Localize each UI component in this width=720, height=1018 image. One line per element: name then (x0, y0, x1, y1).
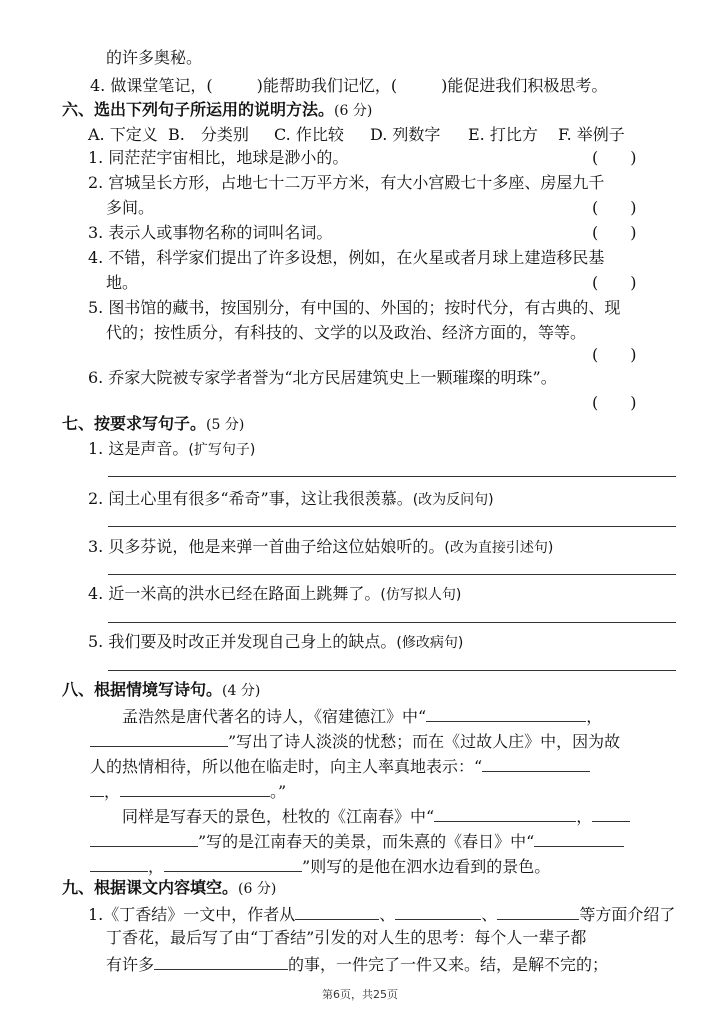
section-6-title: 六、选出下列句子所运用的说明方法。 (62, 100, 335, 119)
s8-para2-line2 (90, 828, 624, 852)
s7-item-5-note: (修改病句) (396, 635, 464, 651)
section-8-heading (62, 678, 260, 702)
poem-blank[interactable] (534, 828, 624, 847)
s7-item-5-text: 5. 我们要及时改正并发现自己身上的缺点。 (88, 632, 397, 651)
s6-item-3: 3. 表示人或事物名称的词叫名词。 (88, 223, 333, 242)
s9-text: 等方面介绍了 (579, 905, 676, 924)
q4-part-a: 4. 做课堂笔记，( (90, 76, 213, 95)
s8-text: ”写的是江南春天的美景，而朱熹的《春日》中“ (198, 832, 535, 851)
s6-item-5: 5. 图书馆的藏书，按国别分，有中国的、外国的；按时代分，有古典的、现 (88, 298, 621, 317)
s8-para2-line1 (122, 803, 630, 827)
answer-paren[interactable]: ( ) (592, 393, 637, 412)
s9-item-1-line2: 丁香花，最后写了由“丁香结”引发的对人生的思考：每个人一辈子都 (106, 928, 587, 947)
q4-part-c: )能促进我们积极思考。 (441, 76, 608, 95)
q4-part-b: )能帮助我们记忆，( (256, 76, 398, 95)
s8-para1-line3 (90, 753, 590, 777)
answer-line[interactable] (108, 476, 676, 477)
section-7-points: (5 分) (206, 417, 245, 433)
s7-item-4-text: 4. 近一米高的洪水已经在路面上跳舞了。 (88, 584, 381, 603)
answer-line[interactable] (108, 574, 676, 575)
s6-item-4: 4. 不错，科学家们提出了许多设想，例如，在火星或者月球上建造移民基 (88, 248, 605, 267)
s6-item-2-cont: 多间。 (106, 198, 155, 217)
s8-text: 同样是写春天的景色，杜牧的《江南春》中“ (122, 807, 435, 826)
answer-paren[interactable]: ( ) (592, 198, 637, 217)
s7-item-1-text: 1. 这是声音。 (88, 439, 189, 458)
continuation-line: 的许多奥秘。 (106, 48, 203, 67)
answer-gap[interactable] (213, 73, 257, 91)
poem-blank[interactable] (592, 803, 630, 822)
poem-blank[interactable] (90, 853, 148, 872)
s7-item-2-text: 2. 闰土心里有很多“希奇”事，这让我很羡慕。 (88, 489, 413, 508)
poem-blank[interactable] (120, 778, 270, 797)
s7-item-1 (88, 437, 255, 461)
poem-blank[interactable] (90, 778, 104, 797)
option-b: B. 分类别 (168, 125, 249, 144)
s7-item-2 (88, 487, 494, 511)
fill-blank[interactable] (497, 901, 579, 920)
s7-item-4 (88, 582, 461, 606)
s8-para1-line4 (90, 778, 286, 802)
answer-gap[interactable] (397, 73, 441, 91)
section-6-heading (62, 98, 372, 122)
poem-blank[interactable] (426, 703, 586, 722)
option-c: C. 作比较 (274, 125, 344, 144)
s9-item-1-line1 (88, 901, 675, 925)
poem-blank[interactable] (482, 753, 590, 772)
section-9-heading (62, 876, 276, 900)
answer-line[interactable] (108, 526, 676, 527)
section-8-points: (4 分) (222, 683, 261, 699)
s8-para2-line3 (90, 853, 550, 877)
section-9-points: (6 分) (238, 881, 277, 897)
answer-paren[interactable]: ( ) (592, 345, 637, 364)
s8-text: 人的热情相待，所以他在临走时，向主人率真地表示：“ (90, 757, 483, 776)
s7-item-1-note: (扩写句子) (188, 442, 256, 458)
s6-item-2: 2. 宫城呈长方形，占地七十二万平方米，有大小宫殿七十多座、房屋九千 (88, 173, 605, 192)
section-7-title: 七、按要求写句子。 (62, 414, 207, 433)
s8-text: 。” (270, 782, 287, 801)
answer-line[interactable] (108, 670, 676, 671)
section-7-heading (62, 412, 244, 436)
s9-text: 、 (481, 905, 498, 924)
s8-text: ， (576, 807, 593, 826)
s6-item-4-cont: 地。 (106, 273, 139, 292)
poem-blank[interactable] (90, 828, 198, 847)
answer-line[interactable] (108, 622, 676, 623)
s9-text: 1.《丁香结》一文中，作者从 (88, 905, 296, 924)
s8-text: ”写出了诗人淡淡的忧愁；而在《过故人庄》中，因为故 (228, 732, 621, 751)
option-a: A. 下定义 (88, 125, 158, 144)
s7-item-3-text: 3. 贝多芬说，他是来弹一首曲子给这位姑娘听的。 (88, 537, 445, 556)
answer-paren[interactable]: ( ) (592, 273, 637, 292)
s8-para1-line2 (90, 728, 620, 752)
s6-item-5-cont: 代的；按性质分，有科技的、文学的以及政治、经济方面的，等等。 (106, 323, 587, 342)
poem-blank[interactable] (164, 853, 302, 872)
s7-item-4-note: (仿写拟人句) (380, 587, 462, 603)
s9-text: 的事，一件完了一件又来。结，是解不完的； (288, 955, 609, 974)
s8-text: ”则写的是他在泗水边看到的景色。 (302, 857, 551, 876)
fill-blank[interactable] (395, 901, 481, 920)
s8-text: ， (148, 857, 165, 876)
section-9-title: 九、根据课文内容填空。 (62, 878, 239, 897)
section-8-title: 八、根据情境写诗句。 (62, 680, 223, 699)
answer-paren[interactable]: ( ) (592, 148, 637, 167)
s8-text: ， (104, 782, 121, 801)
s8-para1-line1 (122, 703, 602, 727)
question-4-line (90, 73, 607, 97)
method-options (88, 123, 625, 147)
s7-item-5 (88, 630, 463, 654)
page-number: 第6页，共25页 (322, 988, 398, 1001)
s9-text: 、 (379, 905, 396, 924)
option-d: D. 列数字 (370, 125, 441, 144)
s6-item-1: 1. 同茫茫宇宙相比，地球是渺小的。 (88, 148, 349, 167)
poem-blank[interactable] (434, 803, 576, 822)
section-6-points: (6 分) (334, 103, 373, 119)
s7-item-3 (88, 535, 553, 559)
s9-text: 有许多 (106, 955, 155, 974)
poem-blank[interactable] (90, 728, 228, 747)
s8-text: ， (586, 707, 603, 726)
s6-item-6: 6. 乔家大院被专家学者誉为“北方民居建筑史上一颗璀璨的明珠”。 (88, 368, 557, 387)
s8-text: 孟浩然是唐代著名的诗人，《宿建德江》中“ (122, 707, 427, 726)
fill-blank[interactable] (295, 901, 379, 920)
answer-paren[interactable]: ( ) (592, 223, 637, 242)
option-e: E. 打比方 (468, 125, 538, 144)
s7-item-3-note: (改为直接引述句) (444, 540, 554, 556)
fill-blank[interactable] (154, 951, 288, 970)
s7-item-2-note: (改为反问句) (412, 492, 494, 508)
option-f: F. 举例子 (558, 125, 625, 144)
s9-item-1-line3 (106, 951, 608, 975)
